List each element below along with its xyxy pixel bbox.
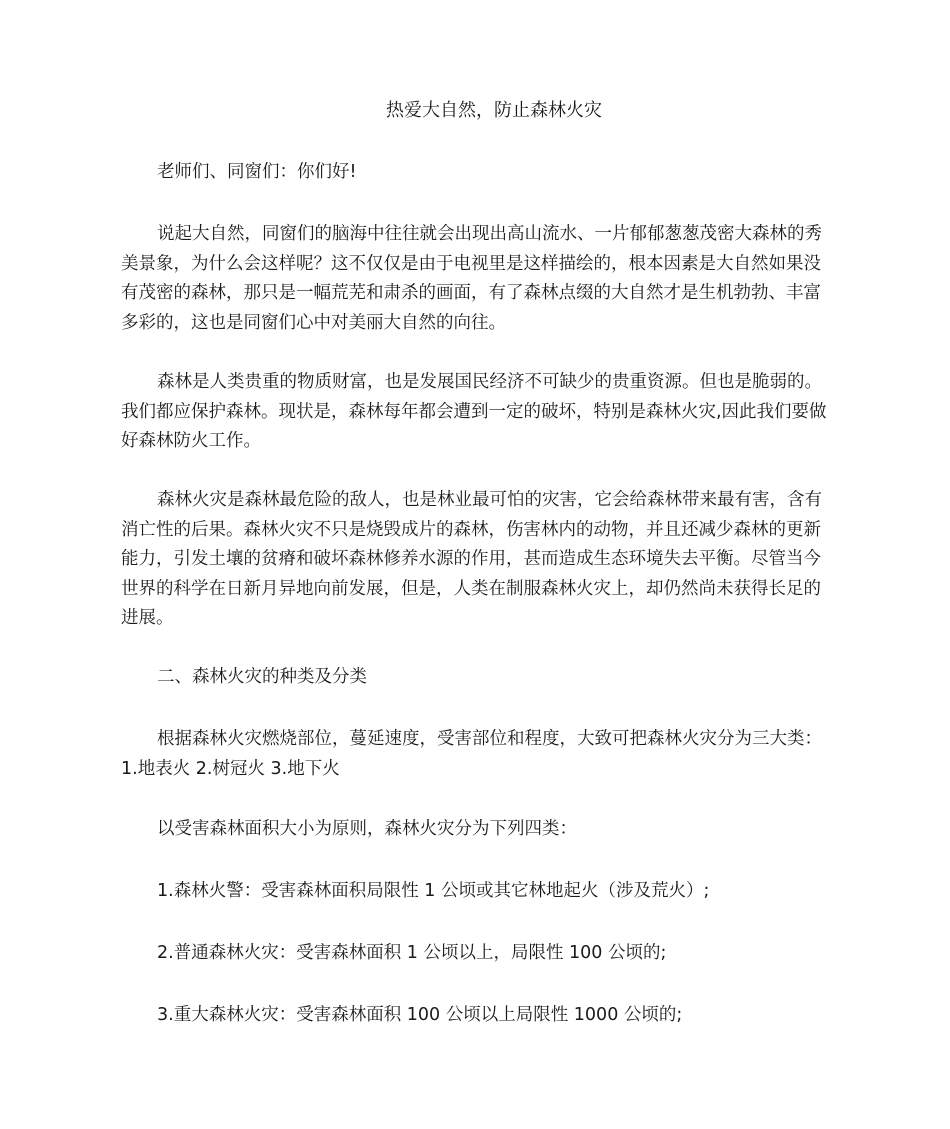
fire-classification-intro: 以受害森林面积大小为原则，森林火灾分为下列四类： bbox=[157, 819, 577, 839]
forest-value-paragraph: 森林是人类贵重的物质财富，也是发展国民经济不可缺少的贵重资源。但也是脆弱的。我们都应保护森林。现状是，森林每年都会遭到一定的破坏，特别是森林火灾,因此我们要做好森林防火工作。 bbox=[121, 372, 827, 451]
greeting-paragraph: 老师们、同窗们：你们好! bbox=[157, 162, 357, 182]
list-item: 3.重大森林火灾：受害森林面积 100 公顷以上局限性 1000 公顷的; bbox=[157, 1005, 683, 1025]
fire-types-paragraph: 根据森林火灾燃烧部位，蔓延速度，受害部位和程度，大致可把森林火灾分为三大类：1.地表火 2.树冠火 3.地下火 bbox=[121, 729, 822, 779]
document-title: 热爱大自然，防止森林火灾 bbox=[386, 100, 602, 121]
nature-intro-paragraph: 说起大自然，同窗们的脑海中往往就会出现出高山流水、一片郁郁葱葱茂密大森林的秀美景象，为什么会这样呢？这不仅仅是由于电视里是这样描绘的，根本因素是大自然如果没有茂密的森林，那只是一幅荒芜和肃杀的画面，有了森林点缀的大自然才是生机勃勃、丰富多彩的，这也是同窗们心中对美丽大自然的向往。 bbox=[121, 224, 822, 333]
forest-fire-danger-paragraph: 森林火灾是森林最危险的敌人，也是林业最可怕的灾害，它会给森林带来最有害，含有消亡性的后果。森林火灾不只是烧毁成片的森林，伤害林内的动物，并且还减少森林的更新能力，引发土壤的贫瘠和破坏森林修养水源的作用，甚而造成生态环境失去平衡。尽管当今世界的科学在日新月异地向前发展，但是，人类在制服森林火灾上，却仍然尚未获得长足的进展。 bbox=[121, 490, 822, 628]
list-item: 1.森林火警：受害森林面积局限性 1 公顷或其它林地起火（涉及荒火）; bbox=[157, 881, 710, 901]
list-item: 2.普通森林火灾：受害森林面积 1 公顷以上，局限性 100 公顷的; bbox=[157, 943, 667, 963]
section-heading-fire-types: 二、森林火灾的种类及分类 bbox=[157, 667, 367, 687]
